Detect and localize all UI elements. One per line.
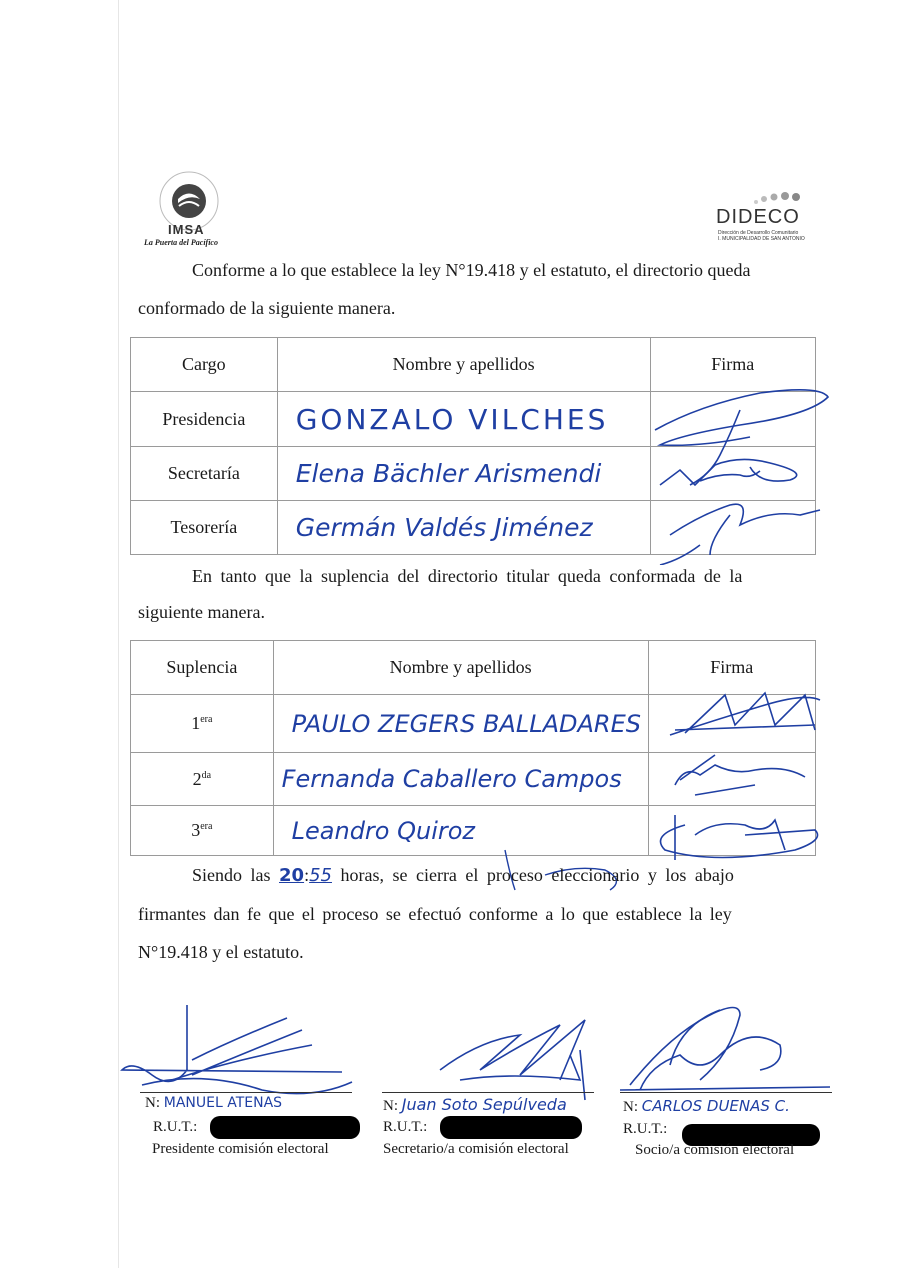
handwritten-name: Germán Valdés Jiménez [295, 513, 593, 542]
signature-line [382, 1092, 594, 1093]
intro-line-1: Conforme a lo que establece la ley N°19.418 y el estatuto, el directorio queda [192, 260, 751, 280]
imsa-tagline: La Puerta del Pacífico [144, 238, 218, 247]
middle-line-1: En tanto que la suplencia del directorio titular queda conformada de la [192, 566, 743, 586]
redaction-bar [210, 1116, 360, 1139]
signature-cell [648, 695, 815, 753]
signature-cell [648, 806, 815, 856]
header-firma: Firma [648, 641, 815, 695]
signature-line [140, 1092, 352, 1093]
table-row [131, 806, 816, 856]
header-nombre: Nombre y apellidos [273, 641, 648, 695]
signer-name: CARLOS DUENAS C. [641, 1097, 790, 1115]
signature-president [112, 1000, 362, 1110]
signature-partner [610, 995, 840, 1105]
signature-line [620, 1092, 832, 1093]
imsa-label: IMSA [168, 222, 205, 237]
intro-line-2: conformado de la siguiente manera. [138, 298, 396, 318]
header-cargo: Cargo [131, 338, 278, 392]
hour-value: 20 [279, 865, 305, 886]
signer-role: Secretario/a comisión electoral [383, 1141, 569, 1157]
table-row [131, 501, 816, 555]
signer-name: MANUEL ATENAS [163, 1095, 283, 1111]
signer-name-row: N: Juan Soto Sepúlveda [383, 1095, 567, 1114]
header-suplencia: Suplencia [131, 641, 274, 695]
table-row [131, 447, 816, 501]
closing-line-1: Siendo las 20:55 horas, se cierra el proceso eleccionario y los abajo [192, 865, 734, 886]
handwritten-name: Fernanda Caballero Campos [281, 765, 622, 793]
signer-role: Presidente comisión electoral [152, 1141, 329, 1157]
signer-name-row: N: CARLOS DUENAS C. [623, 1097, 790, 1115]
order-cell: $1^{era}$ [131, 695, 274, 753]
rut-label: R.U.T.: [153, 1119, 198, 1135]
handwritten-name: GONZALO VILCHES [295, 402, 609, 436]
order-cell: $3^{era}$ [131, 806, 274, 856]
table-row [131, 695, 816, 753]
cargo-cell: Secretaría [131, 447, 278, 501]
table-header-row [131, 338, 816, 392]
closing-line-3: N°19.418 y el estatuto. [138, 942, 304, 962]
dideco-logo [716, 190, 816, 250]
signature-cell [648, 753, 815, 806]
cargo-cell: Presidencia [131, 392, 278, 447]
dideco-brand: DIDECO [716, 206, 800, 228]
dideco-sub: Dirección de Desarrollo Comunitario I. MUNICIPALIDAD DE SAN ANTONIO [718, 230, 805, 242]
dots-icon [752, 190, 812, 206]
signer-name: Juan Soto Sepúlveda [401, 1095, 567, 1114]
header-nombre: Nombre y apellidos [277, 338, 650, 392]
handwritten-name: Elena Bächler Arismendi [295, 459, 602, 488]
rut-label: R.U.T.: [623, 1121, 668, 1137]
imsa-logo [140, 168, 240, 248]
directorio-table [130, 337, 816, 555]
middle-line-2: siguiente manera. [138, 602, 265, 622]
header-firma: Firma [650, 338, 815, 392]
redaction-bar [440, 1116, 582, 1139]
table-row [131, 392, 816, 447]
closing-line-2: firmantes dan fe que el proceso se efectuó conforme a lo que establece la ley [138, 904, 732, 924]
signature-cell [650, 447, 815, 501]
table-header-row [131, 641, 816, 695]
signature-cell [650, 392, 815, 447]
order-cell: $2^{da}$ [131, 753, 274, 806]
signer-name-row: N: MANUEL ATENAS [145, 1095, 283, 1111]
suplencia-table [130, 640, 816, 856]
rut-label: R.U.T.: [383, 1119, 428, 1135]
page-edge [118, 0, 119, 1268]
handwritten-name: PAULO ZEGERS BALLADARES [291, 709, 641, 738]
minute-value: 55 [309, 865, 332, 886]
signer-role: Socio/a comisión electoral [635, 1142, 795, 1158]
handwritten-name: Leandro Quiroz [291, 816, 476, 845]
cargo-cell: Tesorería [131, 501, 278, 555]
table-row [131, 753, 816, 806]
signature-cell [650, 501, 815, 555]
